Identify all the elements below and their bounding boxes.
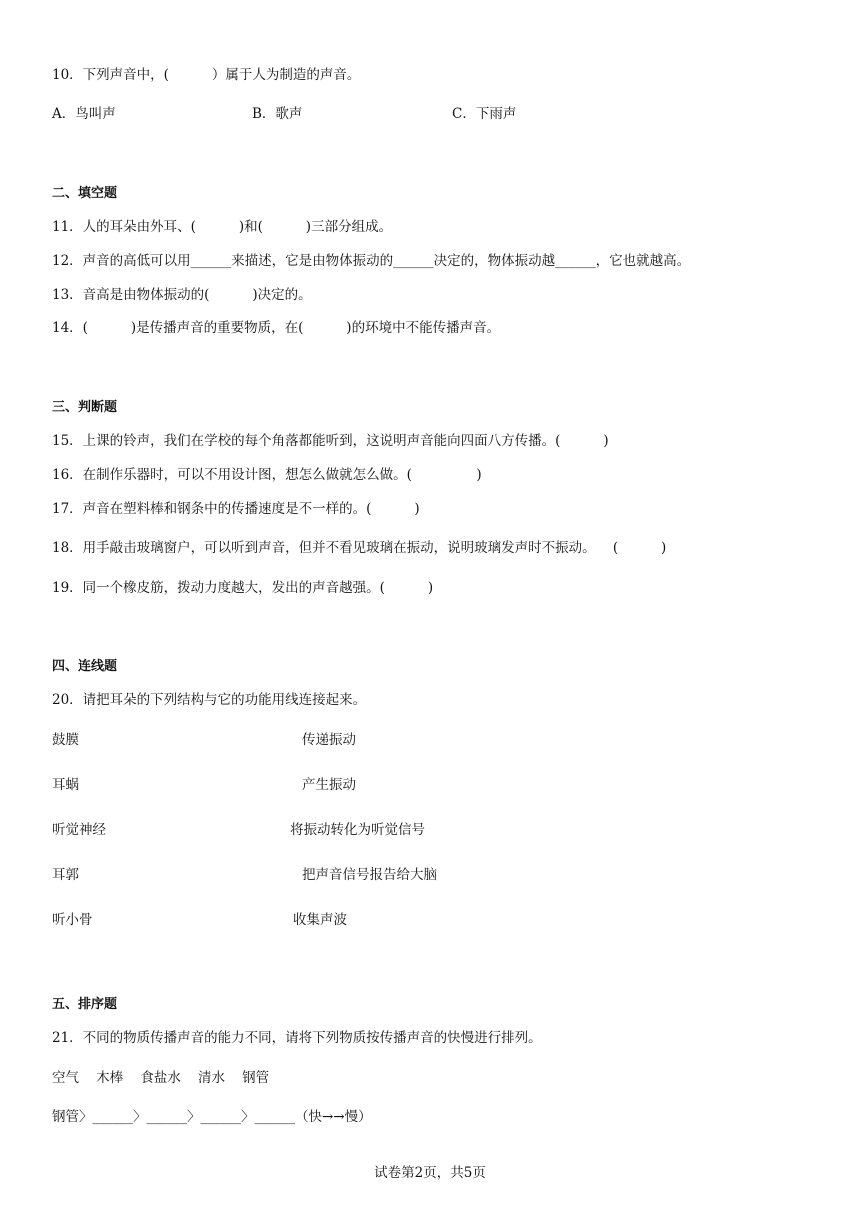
question-20: 20．请把耳朵的下列结构与它的功能用线连接起来。 — [52, 692, 367, 708]
question-18: 18．用手敲击玻璃窗户，可以听到声音，但并不看见玻璃在振动，说明玻璃发声时不振动。 ( ) — [52, 540, 667, 556]
question-16: 16．在制作乐器时，可以不用设计图，想怎么做就怎么做。( ) — [52, 467, 482, 483]
match-left-item: 耳蜗 — [52, 777, 79, 793]
section-title-fill-in: 二、填空题 — [52, 186, 118, 201]
question-12: 12．声音的高低可以用______来描述，它是由物体振动的______决定的，物体振动越______，它也就越高。 — [52, 253, 691, 269]
section-title-ordering: 五、排序题 — [52, 997, 118, 1012]
option-a: A．鸟叫声 — [52, 106, 116, 122]
match-left-item: 鼓膜 — [52, 732, 79, 748]
match-left-item: 听小骨 — [52, 912, 93, 928]
question-13: 13．音高是由物体振动的( )决定的。 — [52, 287, 312, 303]
match-left-item: 听觉神经 — [52, 822, 106, 838]
match-right-item: 把声音信号报告给大脑 — [302, 867, 437, 883]
match-right-item: 将振动转化为听觉信号 — [290, 822, 425, 838]
page-footer: 试卷第2页，共5页 — [374, 1165, 486, 1181]
question-15: 15．上课的铃声，我们在学校的每个角落都能听到，这说明声音能向四面八方传播。( ) — [52, 433, 609, 449]
question-21: 21．不同的物质传播声音的能力不同，请将下列物质按传播声音的快慢进行排列。 — [52, 1030, 542, 1046]
question-10: 10．下列声音中，( ）属于人为制造的声音。 — [52, 67, 361, 83]
question-14: 14．( )是传播声音的重要物质，在( )的环境中不能传播声音。 — [52, 320, 501, 336]
match-right-item: 传递振动 — [302, 732, 356, 748]
option-c: C．下雨声 — [452, 106, 517, 122]
option-b: B．歌声 — [252, 106, 303, 122]
question-17: 17．声音在塑料棒和钢条中的传播速度是不一样的。( ) — [52, 501, 420, 517]
match-left-item: 耳郭 — [52, 867, 79, 883]
section-title-true-false: 三、判断题 — [52, 400, 118, 415]
match-right-item: 收集声波 — [293, 912, 347, 928]
ordering-items: 空气 木棒 食盐水 清水 钢管 — [52, 1070, 270, 1086]
match-right-item: 产生振动 — [302, 777, 356, 793]
section-title-matching: 四、连线题 — [52, 659, 118, 674]
ordering-answer: 钢管〉______〉______〉______〉______（快→→慢） — [52, 1109, 372, 1125]
question-11: 11．人的耳朵由外耳、( )和( )三部分组成。 — [52, 219, 393, 235]
question-19: 19．同一个橡皮筋，拨动力度越大，发出的声音越强。( ) — [52, 580, 434, 596]
